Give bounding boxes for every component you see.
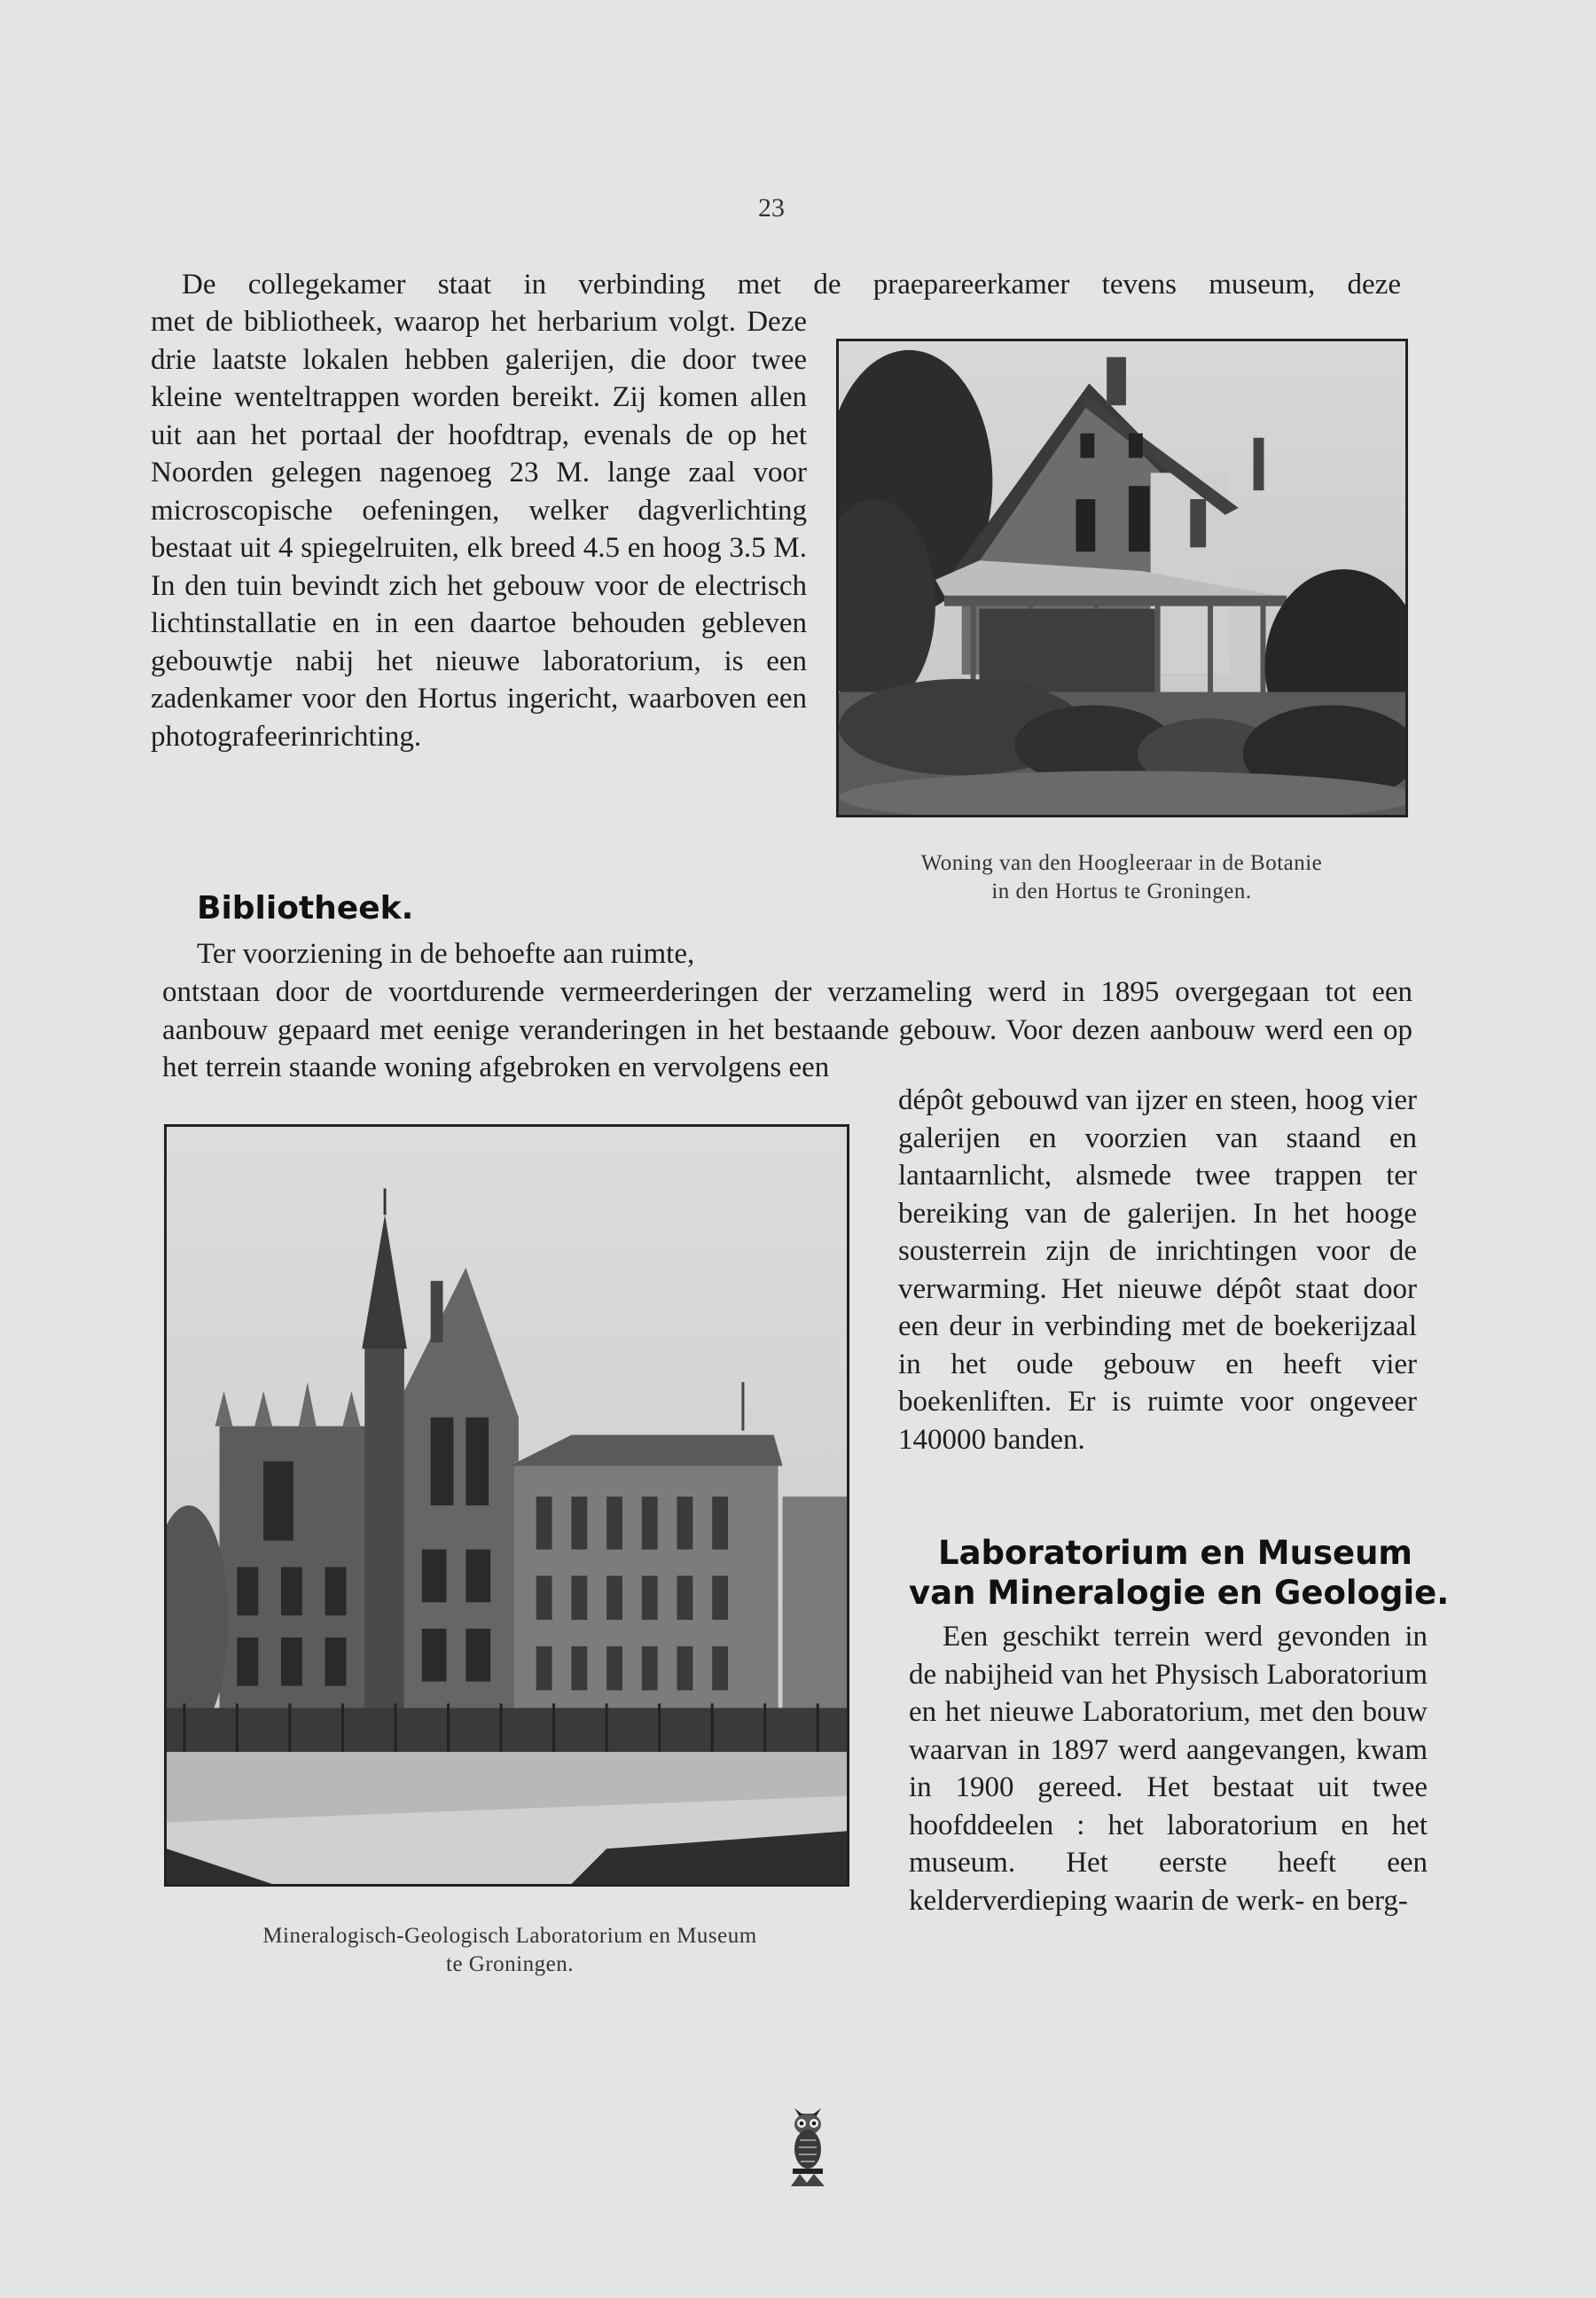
laboratorium-heading-line2: van Mineralogie en Geologie. [909, 1574, 1450, 1612]
laboratorium-caption-line1: Mineralogisch-Geologisch Laboratorium en Museum [262, 1924, 757, 1948]
woning-caption-line1: Woning van den Hoogleeraar in de Botanie [920, 851, 1323, 875]
owl-icon [787, 2103, 828, 2186]
intro-paragraph-top: De collegekamer staat in verbinding met de praepareerkamer tevens museum, deze [182, 269, 1401, 301]
laboratorium-illustration [167, 1127, 847, 1884]
laboratorium-photo [164, 1124, 849, 1887]
page-number: 23 [758, 193, 785, 223]
laboratorium-paragraph: Een geschikt terrein werd gevonden in de nabijheid van het Physisch Laboratorium en het nieuwe Laboratorium, met den bouw waarvan in 1897 werd aangevangen, kwam in 1900 gereed. Het bestaat uit twee hoofddeelen : het laboratorium en het museum. Het eerste heeft een kelderverdieping waarin de werk- en berg- [909, 1621, 1428, 1917]
intro-paragraph-column: met de bibliotheek, waarop het herbarium volgt. Deze drie laatste lokalen hebben galerijen, die door twee kleine wenteltrappen worden bereikt. Zij komen allen uit aan het portaal der hoofdtrap, evenals de op het Noorden gelegen nagenoeg 23 M. lange zaal voor microscopische oefeningen, welker dagverlichting bestaat uit 4 spiegelruiten, elk breed 4.5 en hoog 3.5 M. In den tuin bevindt zich het gebouw voor de electrisch lichtinstallatie en in een daartoe behouden gebleven gebouwtje nabij het nieuwe laboratorium, is een zadenkamer voor den Hortus ingericht, waarboven een photografeerinrichting. [151, 306, 807, 753]
bibliotheek-full-paragraph: ontstaan door de voortdurende vermeerderingen der verzameling werd in 1895 overgegaan tot een aanbouw gepaard met eenige veranderingen in het bestaande gebouw. Voor dezen aanbouw werd een op het terrein staande woning afgebroken en vervolgens een [162, 976, 1412, 1083]
laboratorium-heading-line1: Laboratorium en Museum [938, 1534, 1412, 1572]
bibliotheek-column-paragraph: dépôt gebouwd van ijzer en steen, hoog vier galerijen en voorzien van staand en lantaarnlicht, alsmede twee trappen ter bereiking van de galerijen. In het hooge sousterrein zijn de inrichtingen voor de verwarming. Het nieuwe dépôt staat door een deur in verbinding met de boekerijzaal in het oude gebouw en heeft vier boekenliften. Er is ruimte voor ongeveer 140000 banden. [898, 1084, 1417, 1456]
woning-illustration [839, 341, 1405, 815]
woning-caption-line2: in den Hortus te Groningen. [991, 879, 1252, 903]
woning-photo [836, 339, 1408, 817]
laboratorium-caption-line2: te Groningen. [446, 1952, 574, 1976]
bibliotheek-heading: Bibliotheek. [197, 890, 414, 926]
bibliotheek-first-line: Ter voorziening in de behoefte aan ruimte, [197, 938, 695, 970]
